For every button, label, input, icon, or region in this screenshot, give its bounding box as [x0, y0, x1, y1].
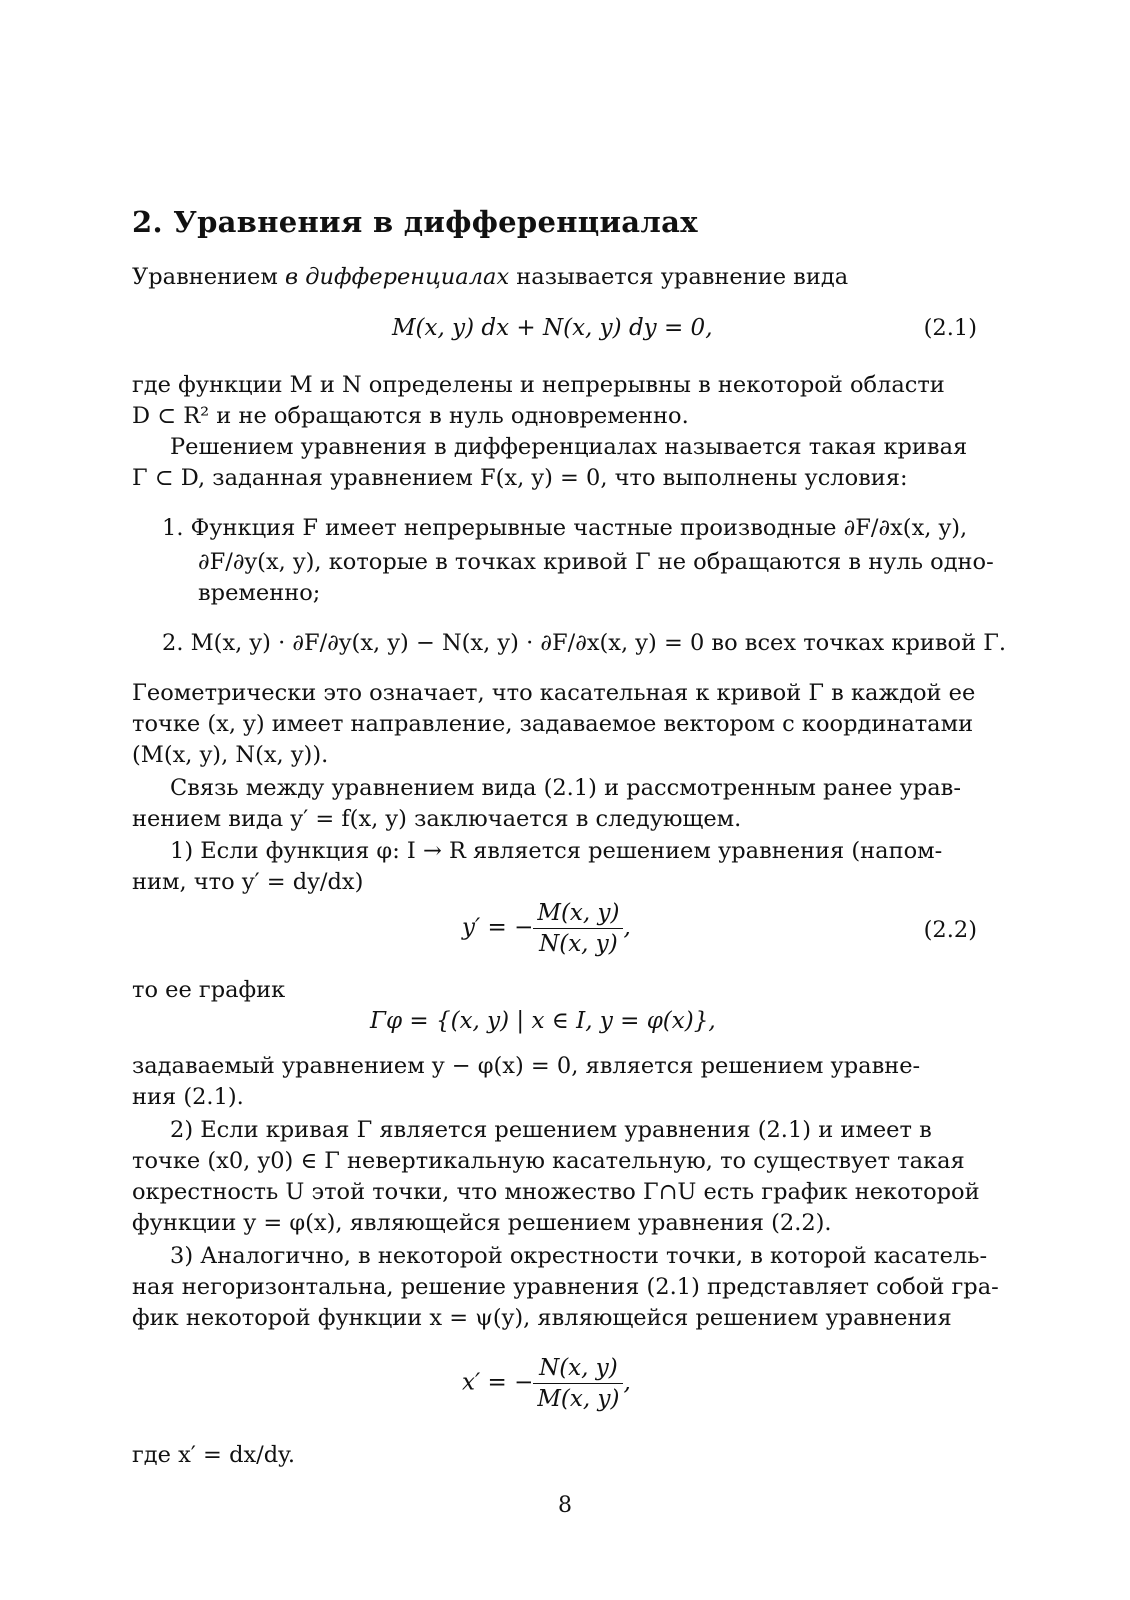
equation-number: (2.2): [923, 917, 977, 943]
text-line: Решением уравнения в дифференциалах называется такая кривая: [170, 434, 968, 460]
text-line: окрестность U этой точки, что множество Γ∩U есть график некоторой: [132, 1179, 980, 1205]
text-line: где функции M и N определены и непрерывны в некоторой области: [132, 372, 945, 398]
text-line: где x′ = dx/dy.: [132, 1442, 296, 1468]
equation-number: (2.1): [923, 315, 977, 341]
page-number: 8: [558, 1493, 572, 1518]
equation-2-1: M(x, y) dx + N(x, y) dy = 0,: [392, 315, 713, 341]
text-line: 2) Если кривая Γ является решением уравнения (2.1) и имеет в: [170, 1117, 932, 1143]
text-line: Геометрически это означает, что касательная к кривой Γ в каждой ее: [132, 680, 976, 706]
text-line: точке (x, y) имеет направление, задаваемое вектором с координатами: [132, 711, 974, 737]
text-line: 1) Если функция φ: I → R является решением уравнения (напом-: [170, 838, 943, 864]
text-line: ним, что y′ = dy/dx): [132, 869, 364, 895]
text-line: 3) Аналогично, в некоторой окрестности точки, в которой касатель-: [170, 1243, 988, 1269]
text-line: функции y = φ(x), являющейся решением уравнения (2.2).: [132, 1210, 832, 1236]
fraction: $\frac{N(x, y)}{M(x, y)}$: [533, 1355, 623, 1412]
text-line: то ее график: [132, 977, 286, 1003]
condition-1-cont: ∂F/∂y(x, y), которые в точках кривой Γ не обращаются в нуль одно-: [198, 549, 994, 575]
condition-2: 2. M(x, y) · ∂F/∂y(x, y) − N(x, y) · ∂F/∂x(x, y) = 0 во всех точках кривой Γ.: [162, 630, 1006, 656]
condition-1-cont: временно;: [198, 580, 321, 606]
equation-2-2: y′ = − $\frac{M(x, y)}{N(x, y)}$ ,: [462, 900, 631, 957]
intro-line: Уравнением в дифференциалах называется уравнение вида: [132, 264, 849, 290]
condition-1: 1. Функция F имеет непрерывные частные производные ∂F/∂x(x, y),: [162, 515, 968, 541]
fraction: $\frac{M(x, y)}{N(x, y)}$: [533, 900, 623, 957]
term-emphasis: в дифференциалах: [285, 264, 510, 290]
equation-x-prime: x′ = − $\frac{N(x, y)}{M(x, y)}$ ,: [462, 1355, 631, 1412]
text-line: задаваемый уравнением y − φ(x) = 0, является решением уравне-: [132, 1053, 921, 1079]
text-line: (M(x, y), N(x, y)).: [132, 742, 329, 768]
text-line: Γ ⊂ D, заданная уравнением F(x, y) = 0, что выполнены условия:: [132, 465, 908, 491]
equation-graph: Γφ = {(x, y) | x ∈ I, y = φ(x)},: [370, 1008, 716, 1034]
text-line: нением вида y′ = f(x, y) заключается в следующем.: [132, 806, 742, 832]
text-line: точке (x0, y0) ∈ Γ невертикальную касательную, то существует такая: [132, 1148, 965, 1174]
text-line: ная негоризонтальна, решение уравнения (2.1) представляет собой гра-: [132, 1274, 999, 1300]
text-line: D ⊂ R² и не обращаются в нуль одновременно.: [132, 403, 689, 429]
text-line: фик некоторой функции x = ψ(y), являющейся решением уравнения: [132, 1305, 952, 1331]
text-line: ния (2.1).: [132, 1084, 244, 1110]
section-heading: 2. Уравнения в дифференциалах: [132, 205, 698, 239]
text-line: Связь между уравнением вида (2.1) и рассмотренным ранее урав-: [170, 775, 961, 801]
